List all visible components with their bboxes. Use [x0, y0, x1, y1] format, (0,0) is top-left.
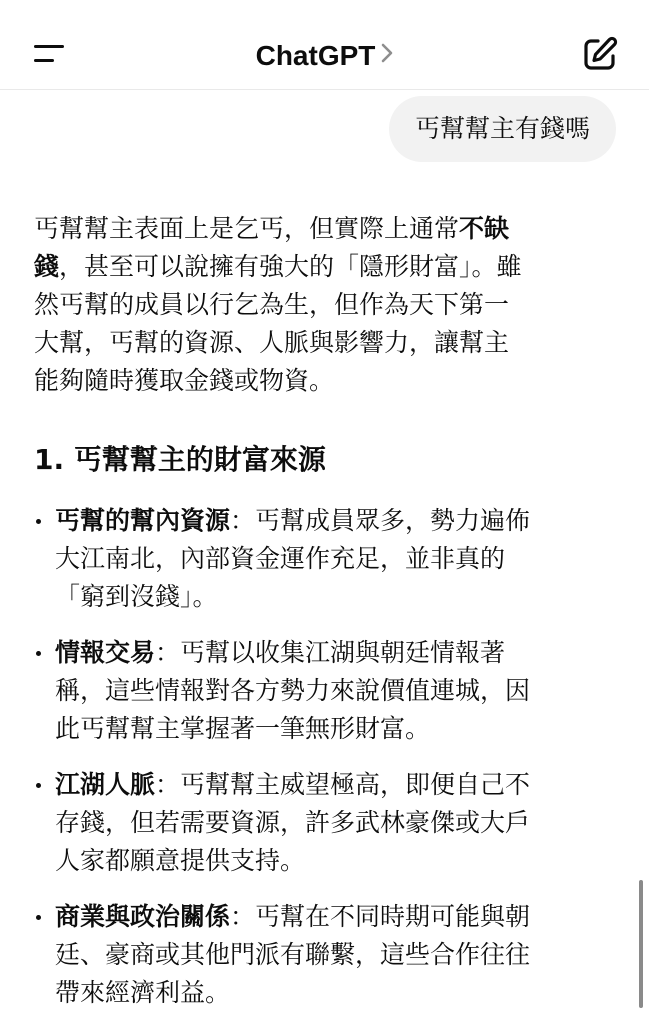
intro-bold-text: 不缺	[459, 214, 510, 243]
list-item-text: 廷、豪商或其他門派有聯繫，這些合作往往	[55, 940, 531, 969]
section-heading: 1. 丐幫幫主的財富來源	[34, 443, 326, 476]
intro-bold-text: 錢	[34, 252, 60, 281]
bullet-icon	[36, 915, 41, 920]
app-title: ChatGPT	[255, 40, 376, 71]
top-bar	[0, 0, 649, 90]
list-item	[34, 634, 594, 748]
list-item-text: 帶來經濟利益。	[55, 978, 231, 1007]
assistant-message	[34, 210, 594, 1024]
model-selector[interactable]	[0, 38, 649, 72]
bullet-icon	[36, 519, 41, 524]
scrollbar-thumb[interactable]	[639, 880, 643, 1008]
intro-text: ，甚至可以說擁有強大的「隱形財富」。雖	[59, 252, 522, 281]
list-item-text: ：丐幫以收集江湖與朝廷情報著	[155, 638, 506, 667]
list-item-title: 丐幫的幫內資源	[55, 506, 231, 535]
list-item-text: ：丐幫成員眾多，勢力遍佈	[230, 506, 531, 535]
list-item-title: 商業與政治關係	[55, 902, 231, 931]
intro-text: 大幫，丐幫的資源、人脈與影響力，讓幫主	[34, 328, 510, 357]
list-item-text: 此丐幫幫主掌握著一筆無形財富。	[55, 714, 431, 743]
intro-text: 能夠隨時獲取金錢或物資。	[34, 366, 335, 395]
intro-paragraph	[34, 210, 594, 400]
bullet-icon	[36, 783, 41, 788]
list-item-text: 存錢，但若需要資源，許多武林豪傑或大戶	[55, 808, 531, 837]
list-item-text: 人家都願意提供支持。	[55, 846, 306, 875]
list-item	[34, 766, 594, 880]
chevron-right-icon	[381, 38, 393, 70]
list-item-text: ：丐幫在不同時期可能與朝	[230, 902, 531, 931]
intro-text: 然丐幫的成員以行乞為生，但作為天下第一	[34, 290, 510, 319]
list-item-text: 大江南北，內部資金運作充足，並非真的	[55, 544, 506, 573]
new-chat-button[interactable]	[580, 34, 620, 74]
user-message-text: 丐幫幫主有錢嗎	[414, 114, 590, 143]
bullet-icon	[36, 651, 41, 656]
intro-text: 丐幫幫主表面上是乞丐，但實際上通常	[34, 214, 460, 243]
list-item-title: 江湖人脈	[55, 770, 156, 799]
list-item	[34, 502, 594, 616]
list-item	[34, 898, 594, 1012]
list-item-text: 「窮到沒錢」。	[55, 582, 218, 611]
wealth-sources-list	[34, 502, 594, 1012]
list-item-text: 稱，這些情報對各方勢力來說價值連城，因	[55, 676, 531, 705]
list-item-text: ：丐幫幫主威望極高，即便自己不	[155, 770, 531, 799]
new-chat-edit-icon	[580, 34, 620, 74]
user-message-bubble	[389, 96, 616, 162]
list-item-title: 情報交易	[55, 638, 156, 667]
